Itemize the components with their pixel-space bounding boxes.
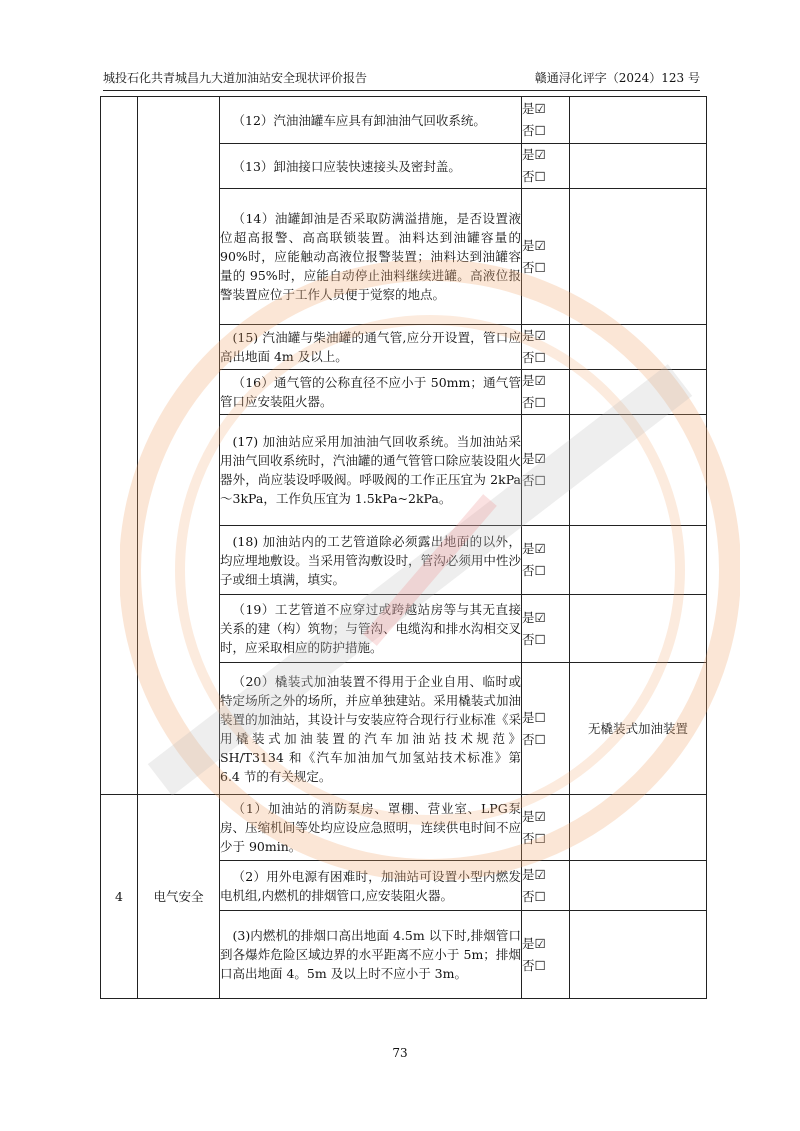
remark-cell	[570, 595, 707, 663]
report-number: 赣通浔化评字（2024）123 号	[534, 71, 700, 85]
check-item: （16）通气管的公称直径不应小于 50mm；通气管管口应安装阻火器。	[220, 370, 522, 415]
remark-cell	[570, 861, 707, 911]
check-item: (17) 加油站应采用加油油气回收系统。当加油站采用油气回收系统时，汽油罐的通气管管口除应装设阻火器外，尚应装设呼吸阀。呼吸阀的工作正压宜为 2kPa～3kPa，工作负压宜为 1.5kPa~2kPa。	[220, 415, 522, 526]
yes-no-checkbox[interactable]: 是☑ 否☐	[522, 144, 570, 189]
checklist-table	[100, 96, 707, 999]
check-item: (15) 汽油罐与柴油罐的通气管,应分开设置，管口应高出地面 4m 及以上。	[220, 325, 522, 370]
remark-cell	[570, 370, 707, 415]
table-row	[101, 795, 707, 861]
check-item: （20）橇装式加油装置不得用于企业自用、临时或特定场所之外的场所，并应单独建站。采用橇装式加油装置的加油站，其设计与安装应符合现行行业标准《采用橇装式加油装置的汽车加油站技术规范》SH/T3134 和《汽车加油加气加氢站技术标准》第 6.4 节的有关规定。	[220, 663, 522, 795]
remark-cell	[570, 97, 707, 144]
yes-no-checkbox[interactable]: 是☑ 否☐	[522, 325, 570, 370]
yes-no-checkbox[interactable]: 是☑ 否☐	[522, 861, 570, 911]
remark-cell	[570, 795, 707, 861]
yes-no-checkbox[interactable]: 是☑ 否☐	[522, 795, 570, 861]
remark-cell	[570, 415, 707, 526]
remark-cell	[570, 325, 707, 370]
yes-no-checkbox[interactable]: 是☑ 否☐	[522, 526, 570, 595]
yes-no-checkbox[interactable]: 是☐ 否☐	[522, 663, 570, 795]
section-category-cell	[138, 97, 220, 795]
yes-no-checkbox[interactable]: 是☑ 否☐	[522, 370, 570, 415]
yes-no-checkbox[interactable]: 是☑ 否☐	[522, 97, 570, 144]
yes-no-checkbox[interactable]: 是☑ 否☐	[522, 911, 570, 999]
check-item: （13）卸油接口应装快速接头及密封盖。	[220, 144, 522, 189]
page-header	[103, 68, 700, 91]
section-category: 电气安全	[138, 795, 220, 999]
yes-no-checkbox[interactable]: 是☑ 否☐	[522, 189, 570, 325]
check-item: (3)内燃机的排烟口高出地面 4.5m 以下时,排烟管口到各爆炸危险区域边界的水平距离不应小于 5m；排烟口高出地面 4。5m 及以上时不应小于 3m。	[220, 911, 522, 999]
remark-cell: 无橇装式加油装置	[570, 663, 707, 795]
remark-cell	[570, 144, 707, 189]
remark-cell	[570, 189, 707, 325]
remark-cell	[570, 526, 707, 595]
yes-no-checkbox[interactable]: 是☑ 否☐	[522, 415, 570, 526]
section-number-cell	[101, 97, 138, 795]
report-title: 城投石化共青城昌九大道加油站安全现状评价报告	[103, 71, 368, 85]
check-item: （19）工艺管道不应穿过或跨越站房等与其无直接关系的建（构）筑物；与管沟、电缆沟和排水沟相交叉时，应采取相应的防护措施。	[220, 595, 522, 663]
yes-no-checkbox[interactable]: 是☑ 否☐	[522, 595, 570, 663]
section-number: 4	[101, 795, 138, 999]
page-number: 73	[392, 1046, 408, 1060]
table-row	[101, 97, 707, 144]
check-item: （2）用外电源有困难时，加油站可设置小型内燃发电机组,内燃机的排烟管口,应安装阻火器。	[220, 861, 522, 911]
check-item: (18) 加油站内的工艺管道除必须露出地面的以外，均应埋地敷设。当采用管沟敷设时，管沟必须用中性沙子或细土填满，填实。	[220, 526, 522, 595]
check-item: （14）油罐卸油是否采取防满溢措施，是否设置液位超高报警、高高联锁装置。油料达到油罐容量的 90%时，应能触动高液位报警装置；油料达到油罐容量的 95%时，应能自动停止油料继续进罐。高液位报警装置应位于工作人员便于觉察的地点。	[220, 189, 522, 325]
check-item: （1）加油站的消防泵房、罩棚、营业室、LPG泵房、压缩机间等处均应设应急照明，连续供电时间不应少于 90min。	[220, 795, 522, 861]
check-item: （12）汽油油罐车应具有卸油油气回收系统。	[220, 97, 522, 144]
remark-cell	[570, 911, 707, 999]
